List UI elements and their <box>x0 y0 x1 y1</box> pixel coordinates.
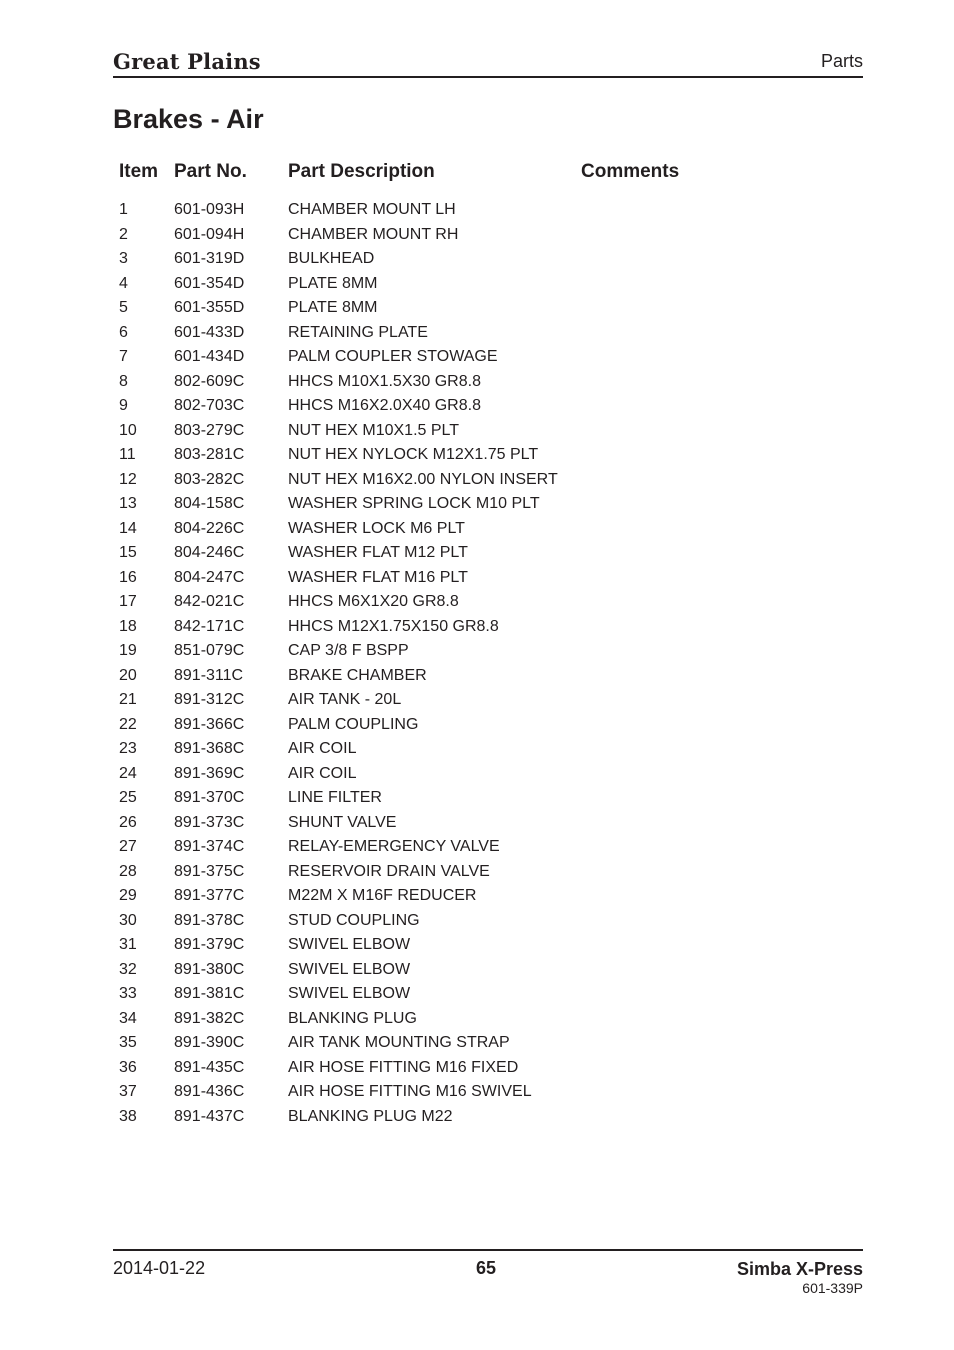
row-item-number: 16 <box>119 568 137 586</box>
row-item-number: 38 <box>119 1107 137 1125</box>
page-number: 65 <box>476 1258 497 1278</box>
row-part-number: 601-094H <box>174 225 245 243</box>
column-header-comments: Comments <box>581 161 680 182</box>
table-row <box>0 394 954 419</box>
row-part-number: 804-246C <box>174 544 245 561</box>
row-description: RETAINING PLATE <box>288 323 428 341</box>
table-row <box>0 517 954 542</box>
row-description: WASHER FLAT M16 PLT <box>288 568 468 586</box>
row-part-number: 802-703C <box>174 397 245 414</box>
table-row <box>0 492 954 517</box>
row-item-number: 13 <box>119 495 137 512</box>
row-part-number: 802-609C <box>174 372 245 390</box>
row-item-number: 29 <box>119 887 137 904</box>
row-part-number: 891-312C <box>174 691 245 708</box>
row-part-number: 891-377C <box>174 887 245 904</box>
row-description: BRAKE CHAMBER <box>288 666 427 684</box>
footer-date: 2014-01-22 <box>113 1258 206 1278</box>
row-item-number: 17 <box>119 593 137 610</box>
row-description: AIR HOSE FITTING M16 SWIVEL <box>288 1083 532 1100</box>
column-header-description: Part Description <box>288 161 435 182</box>
row-item-number: 21 <box>119 691 137 708</box>
table-row <box>0 1007 954 1032</box>
table-row <box>0 713 954 738</box>
row-description: RESERVOIR DRAIN VALVE <box>288 862 490 880</box>
table-row <box>0 786 954 811</box>
row-description: SWIVEL ELBOW <box>288 936 411 953</box>
row-part-number: 601-434D <box>174 348 245 365</box>
row-item-number: 33 <box>119 985 137 1002</box>
row-description: WASHER LOCK M6 PLT <box>288 519 465 537</box>
table-row <box>0 223 954 248</box>
row-item-number: 1 <box>119 201 128 218</box>
row-part-number: 601-433D <box>174 323 245 341</box>
table-row <box>0 198 954 223</box>
row-part-number: 804-226C <box>174 519 245 537</box>
table-row <box>0 566 954 591</box>
row-description: BLANKING PLUG <box>288 1009 417 1027</box>
row-description: BLANKING PLUG M22 <box>288 1107 453 1125</box>
row-part-number: 842-171C <box>174 617 245 635</box>
table-row <box>0 321 954 346</box>
row-description: WASHER FLAT M12 PLT <box>288 544 468 561</box>
row-part-number: 803-281C <box>174 446 245 463</box>
table-row <box>0 419 954 444</box>
row-item-number: 20 <box>119 666 137 684</box>
row-description: SWIVEL ELBOW <box>288 960 411 978</box>
page-header <box>113 46 863 78</box>
table-row <box>0 1056 954 1081</box>
row-description: AIR TANK - 20L <box>288 691 402 708</box>
row-item-number: 37 <box>119 1083 137 1100</box>
row-part-number: 891-366C <box>174 715 245 733</box>
row-description: NUT HEX M10X1.5 PLT <box>288 421 460 439</box>
row-part-number: 891-378C <box>174 911 245 929</box>
row-part-number: 804-247C <box>174 568 245 586</box>
row-part-number: 891-373C <box>174 813 245 831</box>
row-description: HHCS M10X1.5X30 GR8.8 <box>288 372 481 390</box>
row-item-number: 32 <box>119 960 137 978</box>
row-part-number: 891-381C <box>174 985 245 1002</box>
table-row <box>0 1080 954 1105</box>
row-part-number: 851-079C <box>174 642 245 659</box>
row-part-number: 803-282C <box>174 470 245 488</box>
row-part-number: 803-279C <box>174 421 245 439</box>
row-description: STUD COUPLING <box>288 911 420 929</box>
row-part-number: 891-379C <box>174 936 245 953</box>
row-part-number: 891-370C <box>174 789 245 806</box>
row-item-number: 5 <box>119 299 128 316</box>
table-row <box>0 835 954 860</box>
row-item-number: 25 <box>119 789 137 806</box>
row-item-number: 23 <box>119 740 137 757</box>
row-part-number: 891-311C <box>174 666 244 684</box>
table-row <box>0 933 954 958</box>
row-part-number: 891-437C <box>174 1107 245 1125</box>
table-row <box>0 811 954 836</box>
table-row <box>0 345 954 370</box>
section-label: Parts <box>820 51 863 71</box>
row-description: WASHER SPRING LOCK M10 PLT <box>288 495 540 512</box>
row-item-number: 24 <box>119 764 137 782</box>
row-item-number: 12 <box>119 470 137 488</box>
row-description: PALM COUPLER STOWAGE <box>288 348 498 365</box>
row-part-number: 601-355D <box>174 299 245 316</box>
row-description: CHAMBER MOUNT LH <box>288 201 456 218</box>
table-row <box>0 296 954 321</box>
table-row <box>0 958 954 983</box>
row-description: PALM COUPLING <box>288 715 419 733</box>
row-description: RELAY-EMERGENCY VALVE <box>288 838 500 855</box>
row-part-number: 891-435C <box>174 1058 245 1076</box>
table-row <box>0 272 954 297</box>
row-item-number: 14 <box>119 519 137 537</box>
table-row <box>0 982 954 1007</box>
row-description: BULKHEAD <box>288 250 375 267</box>
table-row <box>0 664 954 689</box>
row-description: M22M X M16F REDUCER <box>288 887 477 904</box>
table-row <box>0 247 954 272</box>
row-item-number: 4 <box>119 274 128 292</box>
row-description: CAP 3/8 F BSPP <box>288 642 409 659</box>
row-item-number: 34 <box>119 1009 137 1027</box>
row-description: HHCS M12X1.75X150 GR8.8 <box>288 617 499 635</box>
row-description: NUT HEX M16X2.00 NYLON INSERT <box>288 470 558 488</box>
row-description: PLATE 8MM <box>288 299 378 316</box>
table-row <box>0 615 954 640</box>
row-part-number: 804-158C <box>174 495 245 512</box>
page-title: Brakes - Air <box>113 104 264 134</box>
row-description: AIR HOSE FITTING M16 FIXED <box>288 1058 519 1076</box>
row-item-number: 19 <box>119 642 137 659</box>
row-part-number: 601-354D <box>174 274 245 292</box>
table-row <box>0 1031 954 1056</box>
row-description: SWIVEL ELBOW <box>288 985 411 1002</box>
row-item-number: 31 <box>119 936 137 953</box>
row-item-number: 10 <box>119 421 137 439</box>
parts-table <box>0 198 954 1129</box>
row-item-number: 27 <box>119 838 137 855</box>
table-row <box>0 860 954 885</box>
column-header-item: Item <box>119 161 159 182</box>
table-row <box>0 688 954 713</box>
row-item-number: 22 <box>119 715 137 733</box>
row-item-number: 11 <box>119 446 136 463</box>
row-description: HHCS M16X2.0X40 GR8.8 <box>288 397 481 414</box>
row-description: LINE FILTER <box>288 789 382 806</box>
row-item-number: 36 <box>119 1058 137 1076</box>
row-part-number: 601-319D <box>174 250 245 267</box>
row-part-number: 891-368C <box>174 740 245 757</box>
table-row <box>0 737 954 762</box>
product-name: Simba X-Press <box>736 1259 863 1279</box>
row-part-number: 891-390C <box>174 1034 245 1051</box>
row-item-number: 35 <box>119 1034 137 1051</box>
row-item-number: 8 <box>119 372 128 390</box>
row-part-number: 601-093H <box>174 201 245 218</box>
table-row <box>0 468 954 493</box>
document-number: 601-339P <box>802 1280 863 1296</box>
table-row <box>0 762 954 787</box>
row-item-number: 9 <box>119 397 128 414</box>
table-row <box>0 443 954 468</box>
table-row <box>0 884 954 909</box>
table-row <box>0 909 954 934</box>
row-description: CHAMBER MOUNT RH <box>288 225 459 243</box>
row-part-number: 891-369C <box>174 764 245 782</box>
row-description: AIR COIL <box>288 764 357 782</box>
row-description: NUT HEX NYLOCK M12X1.75 PLT <box>288 446 539 463</box>
row-item-number: 26 <box>119 813 137 831</box>
row-item-number: 6 <box>119 323 128 341</box>
row-item-number: 15 <box>119 544 137 561</box>
row-item-number: 3 <box>119 250 128 267</box>
row-part-number: 842-021C <box>174 593 245 610</box>
row-item-number: 28 <box>119 862 137 880</box>
row-description: AIR TANK MOUNTING STRAP <box>288 1034 510 1051</box>
table-row <box>0 1105 954 1130</box>
row-item-number: 7 <box>119 348 128 365</box>
row-part-number: 891-380C <box>174 960 245 978</box>
page-footer <box>113 1249 863 1301</box>
table-row <box>0 590 954 615</box>
row-part-number: 891-436C <box>174 1083 245 1100</box>
row-item-number: 30 <box>119 911 137 929</box>
row-part-number: 891-374C <box>174 838 245 855</box>
brand-logo: Great Plains <box>113 49 261 74</box>
table-row <box>0 639 954 664</box>
row-description: PLATE 8MM <box>288 274 378 292</box>
row-part-number: 891-382C <box>174 1009 245 1027</box>
table-row <box>0 541 954 566</box>
row-description: SHUNT VALVE <box>288 813 397 831</box>
row-item-number: 18 <box>119 617 137 635</box>
table-row <box>0 370 954 395</box>
row-item-number: 2 <box>119 225 128 243</box>
row-description: AIR COIL <box>288 740 357 757</box>
row-part-number: 891-375C <box>174 862 245 880</box>
row-description: HHCS M6X1X20 GR8.8 <box>288 593 459 610</box>
column-header-part-no: Part No. <box>174 161 247 182</box>
